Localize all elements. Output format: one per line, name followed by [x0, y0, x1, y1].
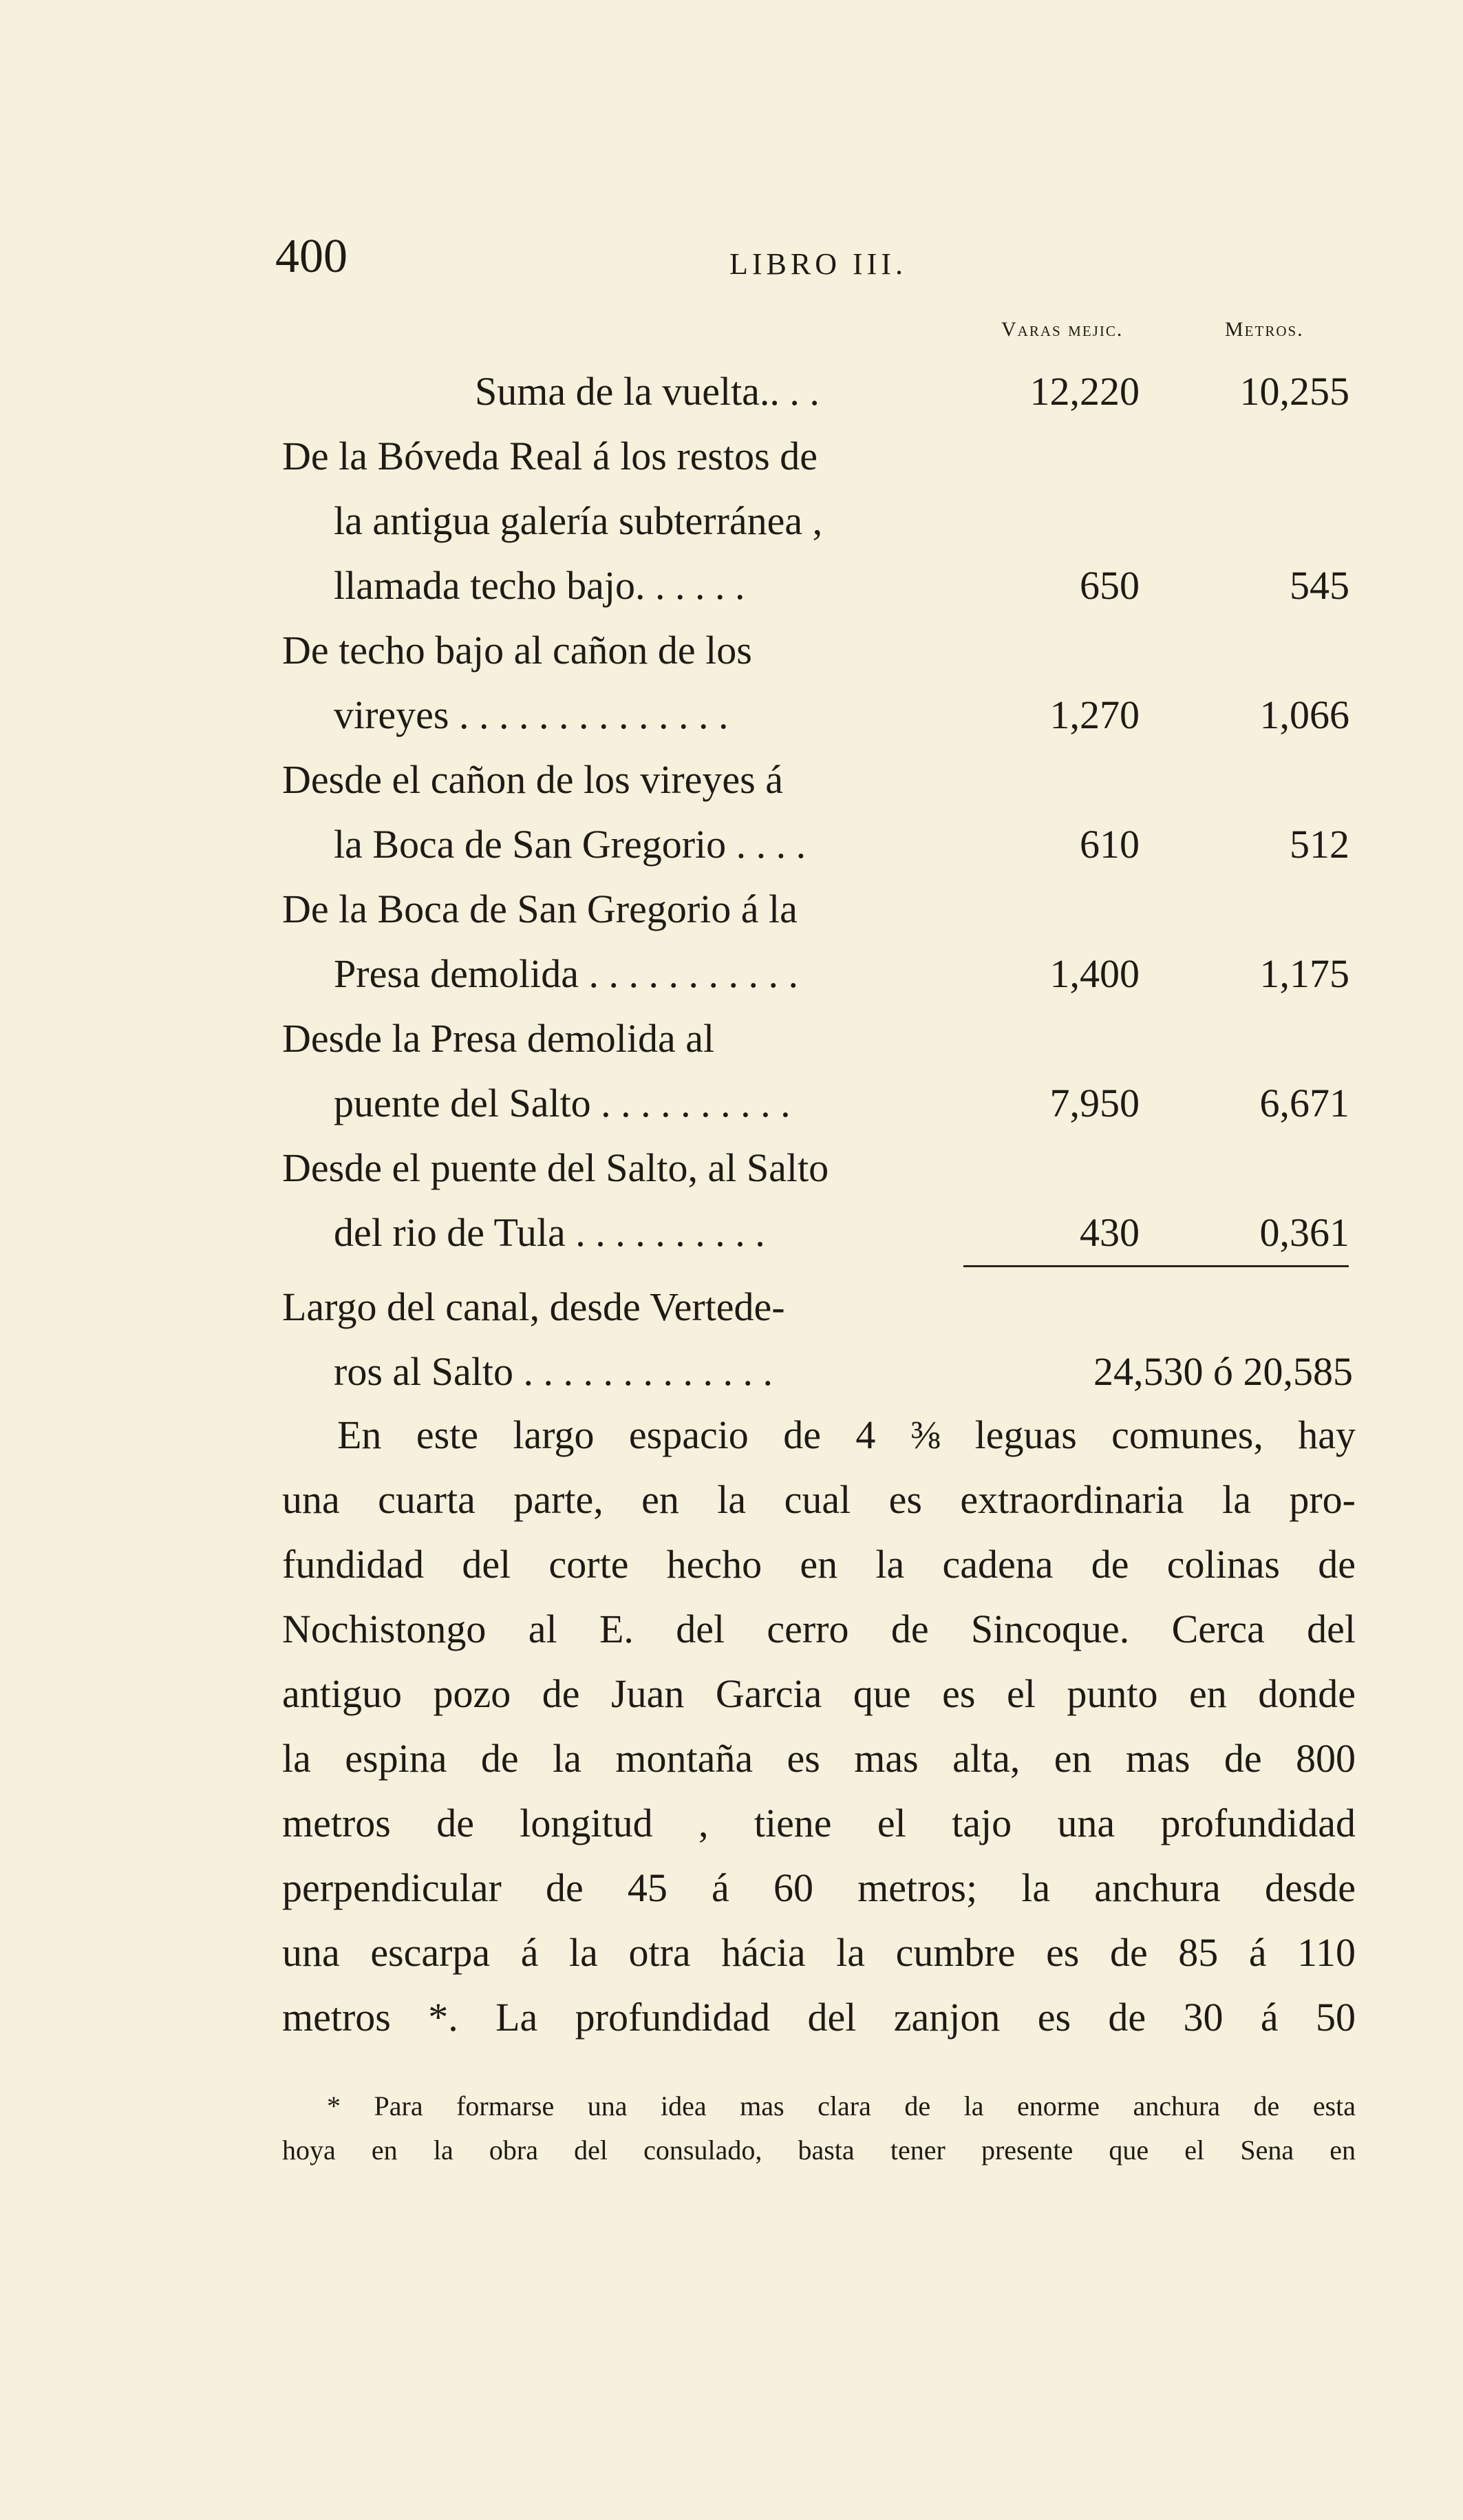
paragraph-line: una escarpa á la otra hácia la cumbre es de 85 á 110: [282, 1930, 1356, 1975]
table-row-label: Presa demolida . . . . . . . . . . .: [334, 951, 798, 996]
table-cell-varas: 650: [1080, 563, 1140, 608]
table-cell-varas: 1,400: [1049, 951, 1140, 996]
paragraph-line: metros *. La profundidad del zanjon es de 30 á 50: [282, 1995, 1356, 2040]
table-cell-varas: 7,950: [1049, 1081, 1140, 1125]
table-cell-metros: 512: [1290, 822, 1349, 867]
sum-rule: [963, 1265, 1349, 1267]
table-row-label: Desde el puente del Salto, al Salto: [282, 1145, 829, 1190]
table-cell-metros: 1,175: [1259, 951, 1349, 996]
paragraph-line: una cuarta parte, en la cual es extraordinaria la pro-: [282, 1477, 1356, 1522]
running-title: LIBRO III.: [729, 247, 907, 281]
column-header-metros: Metros.: [1225, 318, 1304, 341]
table-cell-metros: 10,255: [1239, 369, 1349, 414]
table-row-label: De la Bóveda Real á los restos de: [282, 434, 818, 478]
table-cell-varas: 430: [1080, 1210, 1140, 1255]
table-row-label: ros al Salto . . . . . . . . . . . . .: [334, 1349, 773, 1394]
body-paragraph: [282, 1403, 1356, 2050]
paragraph-line: perpendicular de 45 á 60 metros; la anchura desde: [282, 1865, 1356, 1910]
footnote: [282, 2084, 1356, 2172]
table-row-label: llamada techo bajo. . . . . .: [334, 563, 745, 608]
table-row-label: vireyes . . . . . . . . . . . . . .: [334, 692, 729, 737]
column-header-varas: Varas mejic.: [1001, 318, 1124, 341]
table-row-label: De la Boca de San Gregorio á la: [282, 887, 798, 931]
paragraph-line: Nochistongo al E. del cerro de Sincoque. Cerca del: [282, 1607, 1356, 1651]
table-row-label: Desde el cañon de los vireyes á: [282, 757, 783, 802]
table-row-label: Largo del canal, desde Vertede-: [282, 1284, 785, 1329]
table-row-label: puente del Salto . . . . . . . . . .: [334, 1081, 791, 1125]
table-cell-metros: 545: [1290, 563, 1349, 608]
table-row-label: la antigua galería subterránea ,: [334, 498, 823, 543]
paragraph-line: metros de longitud , tiene el tajo una profundidad: [282, 1801, 1356, 1845]
table-cell-varas: 610: [1080, 822, 1140, 867]
table-cell-total: 24,530 ó 20,585: [1093, 1349, 1353, 1394]
table-cell-metros: 1,066: [1259, 692, 1349, 737]
table-row-label: del rio de Tula . . . . . . . . . .: [334, 1210, 765, 1255]
footnote-line: hoya en la obra del consulado, basta tener presente que el Sena en: [282, 2135, 1356, 2166]
table-row-label: la Boca de San Gregorio . . . .: [334, 822, 807, 867]
table-row-label: Suma de la vuelta.. . .: [475, 369, 820, 414]
table-cell-varas: 12,220: [1029, 369, 1140, 414]
table-cell-metros: 0,361: [1259, 1210, 1349, 1255]
paragraph-line: la espina de la montaña es mas alta, en mas de 800: [282, 1736, 1356, 1781]
paragraph-line: En este largo espacio de 4 ⅜ leguas comunes, hay: [337, 1412, 1356, 1457]
footnote-line: * Para formarse una idea mas clara de la enorme anchura de esta: [327, 2090, 1356, 2121]
paragraph-line: fundidad del corte hecho en la cadena de colinas de: [282, 1542, 1356, 1587]
table-cell-varas: 1,270: [1049, 692, 1140, 737]
page-number: 400: [275, 230, 348, 283]
table-row-label: De techo bajo al cañon de los: [282, 628, 752, 673]
paragraph-line: antiguo pozo de Juan Garcia que es el punto en donde: [282, 1671, 1356, 1716]
table-row-label: Desde la Presa demolida al: [282, 1016, 715, 1061]
table-cell-metros: 6,671: [1259, 1081, 1349, 1125]
